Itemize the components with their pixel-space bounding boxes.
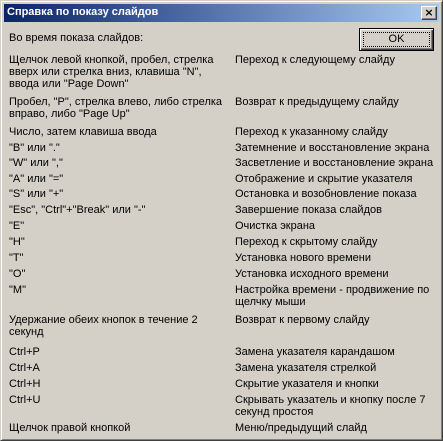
shortcut-action: Остановка и возобновление показа	[235, 188, 417, 200]
shortcut-keys: "Esc", "Ctrl"+"Break" или "-"	[9, 204, 146, 216]
shortcut-action: Замена указателя стрелкой	[235, 362, 377, 374]
shortcut-keys: Ctrl+U	[9, 394, 41, 406]
shortcut-action: Установка исходного времени	[235, 268, 389, 280]
ok-button-label: OK	[388, 33, 405, 45]
window-title: Справка по показу слайдов	[7, 6, 159, 18]
ok-button[interactable]	[359, 28, 434, 51]
close-button[interactable]	[421, 6, 437, 20]
shortcut-keys: Ctrl+P	[9, 346, 40, 358]
shortcut-keys: "W" или ","	[9, 157, 63, 169]
shortcut-keys: "M"	[9, 284, 26, 296]
shortcut-keys: Щелчок правой кнопкой	[9, 422, 131, 434]
shortcut-action: Отображение и скрытие указателя	[235, 173, 413, 185]
intro-text: Во время показа слайдов:	[9, 32, 144, 44]
shortcut-action: Переход к указанному слайду	[235, 126, 388, 138]
shortcut-action: Очистка экрана	[235, 220, 316, 232]
shortcut-keys: Ctrl+H	[9, 378, 41, 390]
shortcut-action: Замена указателя карандашом	[235, 346, 395, 358]
shortcut-keys: Удержание обеих кнопок в течение 2 секунд	[9, 314, 198, 338]
shortcut-action: Завершение показа слайдов	[235, 204, 382, 216]
shortcut-action: Возврат к первому слайду	[235, 314, 370, 326]
shortcut-keys: Щелчок левой кнопкой, пробел, стрелка вверх или стрелка вниз, клавиша "N", ввода или "Page Down"	[9, 54, 214, 90]
shortcut-keys: Ctrl+A	[9, 362, 40, 374]
shortcut-keys: "O"	[9, 268, 26, 280]
shortcut-action: Затемнение и восстановление экрана	[235, 142, 430, 154]
shortcut-keys: "E"	[9, 220, 25, 232]
shortcut-keys: Число, затем клавиша ввода	[9, 126, 157, 138]
shortcut-action: Возврат к предыдущему слайду	[235, 96, 399, 108]
shortcut-action: Скрытие указателя и кнопки	[235, 378, 379, 390]
shortcut-action: Засветление и восстановление экрана	[235, 157, 434, 169]
title-bar[interactable]	[4, 4, 439, 22]
shortcut-action: Настройка времени - продвижение по щелчку мыши	[235, 284, 430, 308]
shortcut-keys: Пробел, "P", стрелка влево, либо стрелка вправо, либо "Page Up"	[9, 96, 223, 120]
shortcut-action: Скрывать указатель и кнопку после 7 секунд простоя	[235, 394, 426, 418]
shortcut-action: Меню/предыдущий слайд	[235, 422, 367, 434]
shortcut-action: Переход к скрытому слайду	[235, 236, 378, 248]
shortcut-keys: "A" или "="	[9, 173, 64, 185]
shortcut-keys: "B" или "."	[9, 142, 60, 154]
shortcut-action: Переход к следующему слайду	[235, 54, 395, 66]
shortcut-keys: "H"	[9, 236, 25, 248]
shortcut-keys: "T"	[9, 252, 24, 264]
shortcut-action: Установка нового времени	[235, 252, 372, 264]
close-icon: ×	[424, 6, 434, 19]
shortcut-keys: "S" или "+"	[9, 188, 64, 200]
